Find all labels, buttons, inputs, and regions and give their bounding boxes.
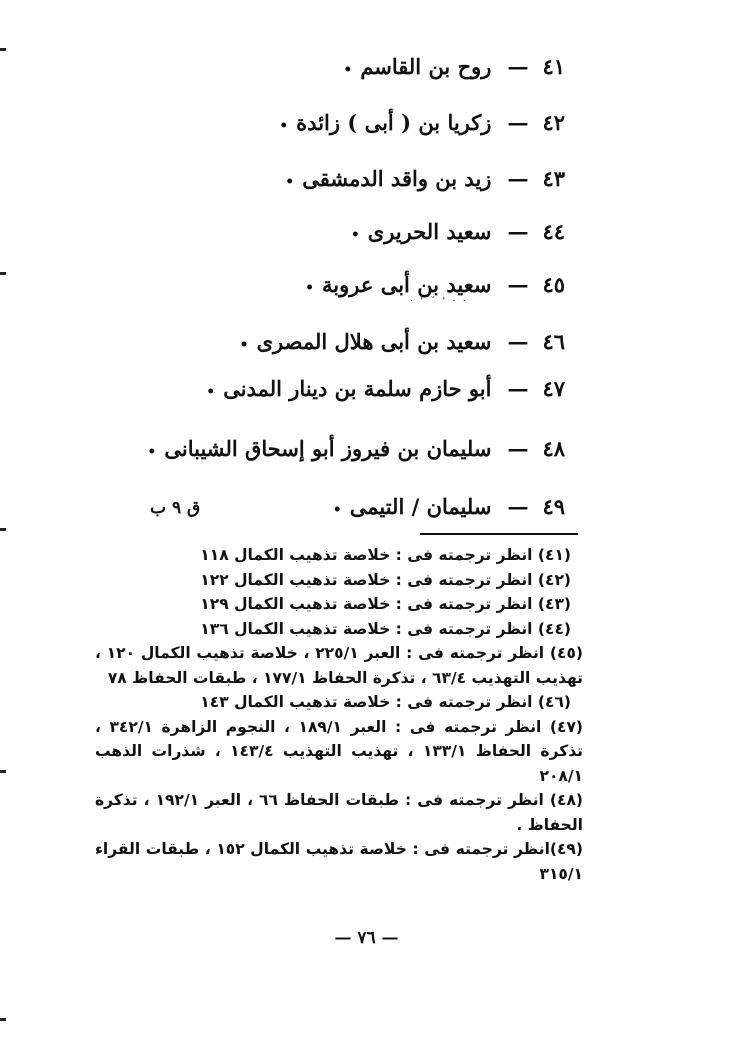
entry-dash: —: [507, 54, 529, 79]
entry-number: ٤١: [542, 54, 565, 79]
footnote-49: (٤٩)انظر ترجمته فى : خلاصة تذهيب الكمال ١٥٢ ، طبقات القراء ٣١٥/١: [95, 840, 583, 883]
entry-dot: •: [305, 280, 315, 296]
folio-marker: ق ٩ ب: [150, 498, 201, 518]
entry-42: [279, 108, 565, 141]
entry-name: سعيد الحريرى: [367, 219, 492, 244]
scan-edge-mark: [0, 272, 6, 275]
entry-dot: •: [147, 444, 157, 460]
entry-number: ٤٧: [542, 376, 565, 401]
entry-41: [343, 52, 565, 85]
entry-dash: —: [507, 272, 529, 297]
entry-name: روح بن القاسم: [360, 54, 492, 79]
entry-number: ٤٨: [542, 436, 565, 461]
entry-dash: —: [507, 494, 529, 519]
entry-dot: •: [279, 118, 289, 134]
scan-edge-mark: [0, 770, 6, 773]
print-specks: · ' ˘ ' · ·: [410, 296, 468, 307]
footnote-41: (٤١) انظر ترجمته فى : خلاصة تذهيب الكمال ١١٨: [200, 546, 571, 564]
scan-edge-mark: [0, 528, 6, 531]
entry-47: [206, 374, 565, 407]
entry-name: سعيد بن أبى هلال المصرى: [256, 329, 492, 354]
entry-dot: •: [350, 227, 360, 243]
entry-name: زيد بن واقد الدمشقى: [302, 166, 492, 191]
entry-46: [240, 327, 565, 360]
entry-dot: •: [206, 384, 216, 400]
entry-dot: •: [285, 174, 295, 190]
entry-48: [147, 434, 565, 467]
footnote-44: (٤٤) انظر ترجمته فى : خلاصة تذهيب الكمال ١٣٦: [200, 619, 571, 638]
footnotes: [95, 543, 583, 886]
entry-dash: —: [507, 219, 529, 244]
footnote-separator: [420, 533, 578, 535]
entry-dot: •: [332, 502, 342, 518]
entry-dash: —: [507, 376, 529, 401]
entry-number: ٤٣: [542, 166, 565, 191]
entry-43: [285, 164, 565, 197]
entry-dot: •: [239, 337, 249, 353]
entry-49: [333, 492, 565, 525]
entry-dash: —: [507, 329, 529, 354]
entry-dash: —: [507, 436, 529, 461]
entry-44: [351, 217, 565, 250]
entry-number: ٤٩: [542, 494, 565, 519]
footnote-45: (٤٥) انظر ترجمته فى : العبر ٢٢٥/١ ، خلاصة تذهيب الكمال ١٢٠ ، تهذيب التهذيب ٦٣/٤ ، تذكرة الحفاظ ١٧٧/١ ، طبقات الحفاظ ٧٨: [95, 644, 583, 687]
footnote-43: (٤٣) انظر ترجمته فى : خلاصة تذهيب الكمال ١٢٩: [200, 595, 571, 613]
entry-name: سليمان بن فيروز أبو إسحاق الشيبانى: [164, 436, 492, 461]
entry-name: سليمان / التيمى: [349, 494, 492, 519]
scan-edge-mark: [0, 1018, 6, 1021]
scan-edge-mark: [0, 48, 6, 51]
entry-number: ٤٦: [542, 329, 565, 354]
entry-dot: •: [343, 62, 353, 78]
entry-number: ٤٢: [542, 110, 565, 135]
entry-name: زكريا بن ( أبى ) زائدة: [296, 110, 492, 135]
entry-dash: —: [507, 166, 529, 191]
entry-number: ٤٤: [542, 219, 565, 244]
footnote-47: (٤٧) انظر ترجمته فى : العبر ١٨٩/١ ، النجوم الزاهرة ٣٤٢/١ ، تذكرة الحفاظ ١٣٣/١ ، تهذيب التهذيب ١٤٣/٤ ، شذرات الذهب ٢٠٨/١: [95, 717, 584, 785]
footnote-42: (٤٢) انظر ترجمته فى : خلاصة تذهيب الكمال ١٢٢: [200, 570, 571, 589]
page-number: — ٧٦ —: [334, 928, 399, 948]
footnote-46: (٤٦) انظر ترجمته فى : خلاصة تذهيب الكمال ١٤٣: [200, 693, 571, 711]
entry-dash: —: [507, 110, 529, 135]
footnote-48: (٤٨) انظر ترجمته فى : طبقات الحفاظ ٦٦ ، العبر ١٩٢/١ ، تذكرة الحفاظ .: [95, 791, 583, 834]
entry-number: ٤٥: [542, 272, 565, 297]
entry-name: أبو حازم سلمة بن دينار المدنى: [223, 376, 492, 401]
entry-name: سعيد بن أبى عروبة: [322, 272, 492, 297]
